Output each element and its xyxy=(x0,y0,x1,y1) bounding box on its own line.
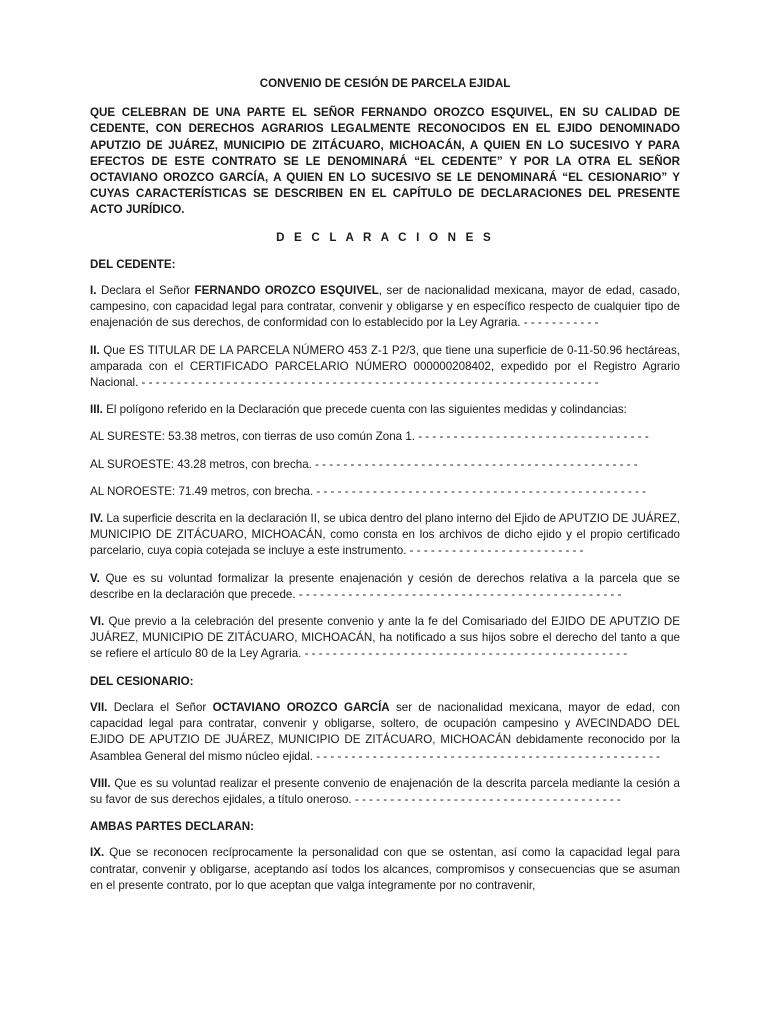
document-title: CONVENIO DE CESIÓN DE PARCELA EJIDAL xyxy=(259,77,511,90)
text-run: AL SUROESTE: 43.28 metros, con brecha. - - - - - - - - - - - - - - - - - - - - - - - - - - - - - - - - - - - - - - - - - - - - - - xyxy=(90,457,638,471)
bold-text-run: IX. xyxy=(90,846,105,860)
declaration-v xyxy=(90,571,680,603)
section-cedente-heading: DEL CEDENTE: xyxy=(90,257,176,271)
boundary-suroeste xyxy=(90,457,680,473)
bold-text-run: IV. xyxy=(90,512,104,526)
bold-text-run: FERNANDO OROZCO ESQUIVEL xyxy=(194,284,379,298)
text-run: Declara el Señor xyxy=(107,700,213,714)
declaration-iv xyxy=(90,511,680,560)
bold-text-run: OCTAVIANO OROZCO GARCÍA xyxy=(90,171,266,185)
section-cesionario-heading: DEL CESIONARIO: xyxy=(90,674,194,688)
intro-paragraph xyxy=(90,105,680,218)
bold-text-run: VII. xyxy=(90,700,108,714)
section-ambas-heading: AMBAS PARTES DECLARAN: xyxy=(90,820,255,834)
bold-text-run: “EL CEDENTE” xyxy=(414,154,503,168)
bold-text-run: II. xyxy=(90,343,100,357)
bold-text-run: , EN SU CALIDAD DE CEDENTE, CON DERECHOS AGRARIOS LEGALMENTE RECONOCIDOS EN EL EJIDO DENOMINADO xyxy=(90,106,680,136)
bold-text-run: I. xyxy=(90,284,97,298)
bold-text-run: , A QUIEN EN LO SUCESIVO Y PARA EFECTOS DE ESTE CONTRATO SE LE DENOMINARÁ xyxy=(90,138,680,168)
boundary-noroeste xyxy=(90,484,680,500)
bold-text-run: APUTZIO DE JUÁREZ, MUNICIPIO DE ZITÁCUARO, MICHOACÁN xyxy=(90,138,462,152)
declaration-viii xyxy=(90,776,680,808)
text-run: , ser de nacionalidad mexicana, mayor de edad, casado, campesino, con capacidad legal para contratar, convenir y obligarse y en específico respecto de cualquier tipo de enajenación de sus derechos, de conformidad con lo establecido por la Ley Agraria. - - - - - - - - - - - xyxy=(90,284,680,330)
text-run: AL SURESTE: 53.38 metros, con tierras de uso común Zona 1. - - - - - - - - - - - - - - - - - - - - - - - - - - - - - - - - - xyxy=(90,430,649,444)
document-body xyxy=(90,76,680,905)
text-run: ser de nacionalidad mexicana, mayor de edad, con capacidad legal para contratar, convenir y obligarse, soltero, de ocupación campesino y AVECINDADO DEL EJIDO DE APUTZIO DE JUÁREZ, MUNICIPIO DE ZITÁCUARO, MICHOACÁN debidamente reconocido por la Asamblea General del mismo núcleo ejidal. - - - - - - - - - - - - - - - - - - - - - - - - - - - - - - - - - - - - - - - - - - - - - - - - - xyxy=(90,700,680,763)
boundary-sureste xyxy=(90,429,680,445)
bold-text-run: VI. xyxy=(90,615,105,629)
text-run: AL NOROESTE: 71.49 metros, con brecha. - - - - - - - - - - - - - - - - - - - - - - - - - - - - - - - - - - - - - - - - - - - - - - - xyxy=(90,484,647,498)
declaration-i xyxy=(90,283,680,332)
declaration-vii xyxy=(90,700,680,765)
text-run: Que es su voluntad realizar el presente convenio de enajenación de la descrita parcela mediante la cesión a su favor de sus derechos ejidales, a título oneroso. - - - - - - - - - - - - - - - - - - - - - - - - - - - - - - - - - - - - - - xyxy=(90,776,680,806)
declaration-ix xyxy=(90,845,680,894)
text-run: Que ES TITULAR DE LA PARCELA NÚMERO 453 Z-1 P2/3, que tiene una superficie de 0-11-50.96 hectáreas, amparada con el CERTIFICADO PARCELARIO NÚMERO 000000208402, expedido por el Registro Agrario Nacional. - - - - - - - - - - - - - - - - - - - - - - - - - - - - - - - - - - - - - - - - - - - - - - - - - - - - - - - - - - - - - - - - - xyxy=(90,343,680,390)
bold-text-run: VIII. xyxy=(90,776,111,790)
bold-text-run: QUE CELEBRAN DE UNA PARTE EL SEÑOR xyxy=(90,106,362,120)
bold-text-run: FERNANDO OROZCO ESQUIVEL xyxy=(361,106,550,120)
text-run: La superficie descrita en la declaración II, se ubica dentro del plano interno del Ejido de APUTZIO DE JUÁREZ, MUNICIPIO DE ZITÁCUARO, MICHOACÁN, como consta en los archivos de dicho ejido y el propio certificado parcelario, cuya copia cotejada se incluye a este instrumento. - - - - - - - - - - - - - - - - - - - - - - - - - xyxy=(90,512,680,558)
declaration-iii xyxy=(90,402,680,418)
text-run: Declara el Señor xyxy=(96,284,195,298)
declaration-vi xyxy=(90,614,680,663)
text-run: El polígono referido en la Declaración que precede cuenta con las siguientes medidas y colindancias: xyxy=(102,403,627,417)
text-run: Que se reconocen recíprocamente la personalidad con que se ostentan, así como la capacidad legal para contratar, convenir y obligarse, aceptando así todos los alcances, compromisos y consecuencias que se asuman en el presente contrato, por lo que aceptan que valga íntegramente por no contravenir, xyxy=(90,846,680,892)
declaration-ii xyxy=(90,343,680,392)
bold-text-run: III. xyxy=(90,403,103,417)
text-run: Que previo a la celebración del presente convenio y ante la fe del Comisariado del EJIDO DE APUTZIO DE JUÁREZ, MUNICIPIO DE ZITÁCUARO, MICHOACÁN, ha notificado a sus hijos sobre el derecho del tanto a que se refiere el artículo 80 de la Ley Agraria. - - - - - - - - - - - - - - - - - - - - - - - - - - - - - - - - - - - - - - - - - - - - - - xyxy=(90,615,680,661)
bold-text-run: “EL CESIONARIO” xyxy=(562,171,668,185)
bold-text-run: Y POR LA OTRA EL SEÑOR xyxy=(502,154,680,168)
text-run: Que es su voluntad formalizar la presente enajenación y cesión de derechos relativa a la parcela que se describe en la declaración que precede. - - - - - - - - - - - - - - - - - - - - - - - - - - - - - - - - - - - - - - - - - - - - - - xyxy=(90,571,680,601)
declaraciones-heading: D E C L A R A C I O N E S xyxy=(276,230,494,244)
bold-text-run: Y CUYAS CARACTERÍSTICAS SE DESCRIBEN EN EL CAPÍTULO DE DECLARACIONES DEL PRESENTE ACTO JURÍDICO. xyxy=(90,171,680,217)
bold-text-run: , A QUIEN EN LO SUCESIVO SE LE DENOMINARÁ xyxy=(265,171,563,185)
bold-text-run: V. xyxy=(90,571,100,585)
bold-text-run: OCTAVIANO OROZCO GARCÍA xyxy=(212,700,390,714)
